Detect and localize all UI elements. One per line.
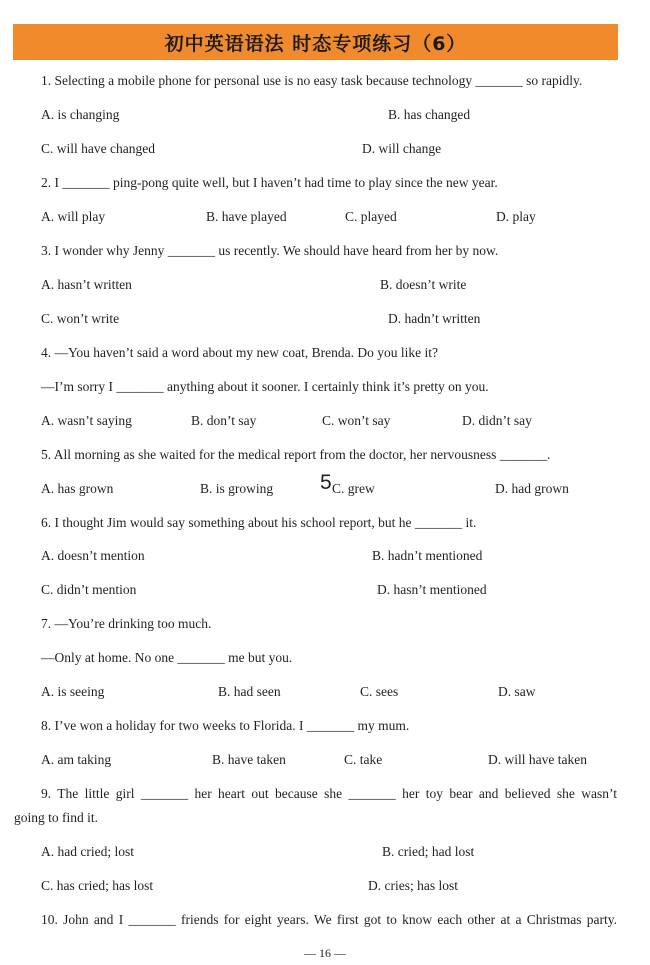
page-title: 初中英语语法 时态专项练习（6） bbox=[164, 32, 467, 55]
question-9-option-b: B. cried; had lost bbox=[382, 844, 475, 859]
question-5-option-a: A. has grown bbox=[41, 481, 114, 496]
question-9-stem: 9. The little girl _______ her heart out because she _______ her toy bear and believed she wasn’t bbox=[41, 786, 617, 801]
question-3-option-b: B. doesn’t write bbox=[380, 277, 467, 292]
question-6-option-b: B. hadn’t mentioned bbox=[372, 548, 483, 563]
question-4-stem-reply: —I’m sorry I _______ anything about it sooner. I certainly think it’s pretty on you. bbox=[41, 379, 489, 394]
question-5-option-c: C. grew bbox=[332, 481, 375, 496]
question-3-stem: 3. I wonder why Jenny _______ us recently. We should have heard from her by now. bbox=[41, 243, 499, 258]
question-4-option-c: C. won’t say bbox=[322, 413, 391, 428]
question-1-option-a: A. is changing bbox=[41, 107, 120, 122]
question-9-option-d: D. cries; has lost bbox=[368, 878, 458, 893]
question-8-option-b: B. have taken bbox=[212, 752, 286, 767]
question-2-option-a: A. will play bbox=[41, 209, 106, 224]
question-7-option-a: A. is seeing bbox=[41, 684, 105, 699]
question-7-option-b: B. had seen bbox=[218, 684, 281, 699]
question-4-stem: 4. —You haven’t said a word about my new coat, Brenda. Do you like it? bbox=[41, 345, 438, 360]
question-1-stem: 1. Selecting a mobile phone for personal use is no easy task because technology _______ so rapidly. bbox=[41, 73, 583, 88]
question-9-option-c: C. has cried; has lost bbox=[41, 878, 154, 893]
question-4-option-d: D. didn’t say bbox=[462, 413, 532, 428]
question-2-option-d: D. play bbox=[496, 209, 536, 224]
question-6-option-a: A. doesn’t mention bbox=[41, 548, 145, 563]
question-7-stem-reply: —Only at home. No one _______ me but you. bbox=[41, 650, 293, 665]
question-3-option-a: A. hasn’t written bbox=[41, 277, 132, 292]
question-5-stem: 5. All morning as she waited for the medical report from the doctor, her nervousness _______. bbox=[41, 447, 551, 462]
question-6-option-d: D. hasn’t mentioned bbox=[377, 582, 487, 597]
question-8-stem: 8. I’ve won a holiday for two weeks to Florida. I _______ my mum. bbox=[41, 718, 410, 733]
question-7-option-c: C. sees bbox=[360, 684, 399, 699]
question-9-option-a: A. had cried; lost bbox=[41, 844, 134, 859]
question-6-stem: 6. I thought Jim would say something about his school report, but he _______ it. bbox=[41, 515, 477, 530]
question-5-option-b: B. is growing bbox=[200, 481, 274, 496]
question-8-option-d: D. will have taken bbox=[488, 752, 587, 767]
question-4-option-b: B. don’t say bbox=[191, 413, 257, 428]
question-7-stem: 7. —You’re drinking too much. bbox=[41, 616, 212, 631]
question-7-option-d: D. saw bbox=[498, 684, 536, 699]
question-2-option-c: C. played bbox=[345, 209, 397, 224]
question-2-option-b: B. have played bbox=[206, 209, 287, 224]
title-banner bbox=[13, 24, 618, 60]
page-number: — 16 — bbox=[304, 946, 346, 960]
question-8-option-c: C. take bbox=[344, 752, 383, 767]
question-3-option-c: C. won’t write bbox=[41, 311, 120, 326]
question-4-option-a: A. wasn’t saying bbox=[41, 413, 132, 428]
question-2-stem: 2. I _______ ping-pong quite well, but I haven’t had time to play since the new year. bbox=[41, 175, 498, 190]
question-8-option-a: A. am taking bbox=[41, 752, 112, 767]
question-1-option-d: D. will change bbox=[362, 141, 442, 156]
question-9-stem-continued: going to find it. bbox=[14, 810, 98, 825]
question-1-option-b: B. has changed bbox=[388, 107, 471, 122]
question-6-option-c: C. didn’t mention bbox=[41, 582, 137, 597]
question-5-option-d: D. had grown bbox=[495, 481, 569, 496]
stray-page-mark: 5 bbox=[320, 471, 332, 494]
question-10-stem: 10. John and I _______ friends for eight years. We first got to know each other at a Christmas party. bbox=[41, 912, 617, 927]
question-3-option-d: D. hadn’t written bbox=[388, 311, 481, 326]
question-1-option-c: C. will have changed bbox=[41, 141, 155, 156]
